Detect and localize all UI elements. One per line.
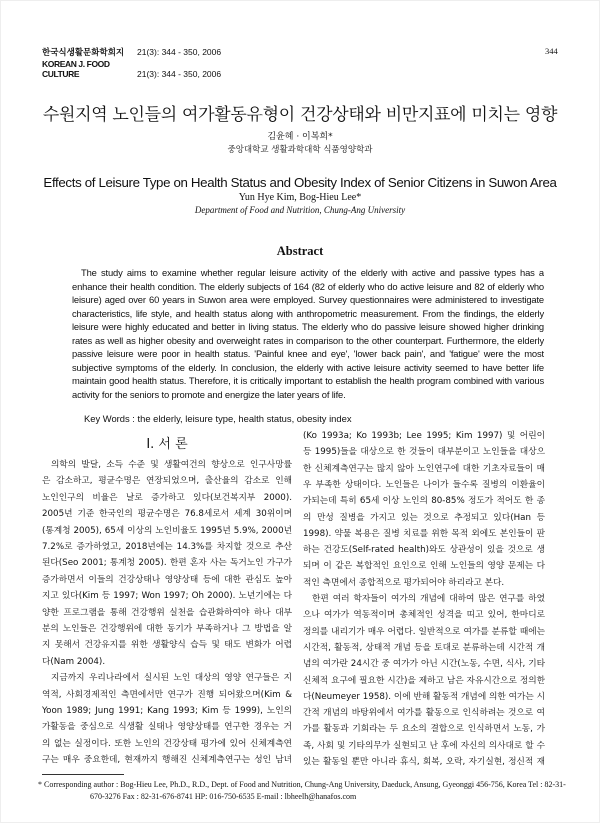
body-line: 념의 여가란 24시간 중 여가가 아닌 시간(노동, 수면, 식사, 기타	[303, 659, 545, 670]
abstract-line: characteristics, life style, and health status along with anthropometric measurement. From the findings, the elderly	[72, 307, 544, 319]
body-line: 정의를 내리기가 매우 어렵다. 일반적으로 여가를 분류할 때에는	[303, 626, 545, 637]
body-line: 다(Nam 2004).	[42, 656, 106, 667]
body-line: 신체적 요구에 필요한 시간)을 제하고 남은 자유시간으로 정의한	[303, 675, 545, 686]
section-heading-introduction: I. 서 론	[146, 437, 188, 452]
footnote-line-2: 670-3276 Fax : 82-31-676-8741 HP: 016-750-6535 E-mail : lbheelh@hanafos.com	[90, 792, 357, 801]
body-line: 1998). 약물 복용은 질병 치료를 위한 목적 외에도 본인들이 판	[303, 528, 545, 539]
authors-korean: 김윤혜 · 이복희*	[267, 132, 333, 142]
abstract-heading: Abstract	[276, 244, 324, 258]
body-line: 있는 활동일 뿐만 아니라 휴식, 회복, 오락, 자기실현, 정신적 재	[303, 757, 545, 767]
body-line: 가활동을 중심으로 식생활 실태나 영양상태를 연구한 경우는 거	[42, 722, 292, 733]
body-line: 지금까지 우리나라에서 실시된 노인 대상의 영양 연구들은 지	[51, 673, 292, 684]
affiliation-english: Department of Food and Nutrition, Chung-Ang University	[194, 205, 406, 215]
body-line: 시간적, 활동적, 상태적 개념 등을 토대로 분류하는데 시간적 개	[303, 642, 545, 653]
body-line: 한편 여러 학자들이 여가의 개념에 대하여 많은 연구를 하였	[312, 594, 545, 604]
body-line: 간적 개념의 바탕위에서 여가를 활동으로 인식하려는 것으로 여	[303, 708, 545, 719]
body-line: 되며 이 같은 복합적인 요인으로 인해 노인들의 영양 문제는 다	[303, 561, 545, 572]
journal-name-en: KOREAN J. FOOD CULTURE	[42, 59, 110, 79]
body-line: 은 감소하고, 평균수명은 연장되었으며, 출산율의 감소로 인해	[42, 476, 292, 487]
body-line: 의 만성 질병을 가지고 있는 것으로 추정되고 있다(Han 등	[303, 512, 545, 523]
citation-en: 21(3): 344 - 350, 2006	[137, 69, 222, 79]
body-line: 2005년 기준 한국인의 평균수명은 76.8세로서 세계 30위이며	[42, 509, 292, 520]
abstract-line: maintain good health status. Therefore, it is critically important to establish the health program combined with various	[72, 375, 544, 386]
body-line: 된다(Seo 2001; 통계청 2005). 한편 혼자 사는 독거노인 가구가	[42, 558, 292, 569]
abstract-line: leisure) aged over 60 years in Suwon area were employed. Survey questionnaires were administered to investigate	[72, 294, 544, 305]
journal-header-kr	[42, 46, 221, 58]
body-line: 증가하면서 이들의 건강상태나 영양상태 등에 대한 관심도 높아	[42, 574, 292, 585]
abstract-line: enhance their health condition. The elderly subjects of 164 (82 of elderly who do active leisure and 82 of elderly who	[72, 280, 544, 292]
body-line: 분의 노인들은 건강행위에 대한 동기가 부족하거나 그 방법을 알	[42, 624, 292, 634]
affiliation-korean: 중앙대학교 생활과학대학 식품영양학과	[227, 145, 373, 155]
title-english: Effects of Leisure Type on Health Status and Obesity Index of Senior Citizens in Suwon Area	[43, 175, 557, 190]
keywords-label: Key Words	[84, 413, 130, 424]
body-line: 구는 매우 중요한데, 현재까지 행해진 신체계측연구는 성인 남녀	[42, 755, 292, 766]
title-korean: 수원지역 노인들의 여가활동유형이 건강상태와 비만지표에 미치는 영향	[42, 105, 558, 125]
abstract-line: passive leisure were poor in health status. 'Painful knee and eye', 'lower back pain', and 'fatigue' were the most	[72, 348, 544, 359]
abstract-line: subjective symptoms of the elderly. In conclusion, the elderly with active leisure activity seemed to have better life	[72, 361, 544, 373]
keywords	[84, 413, 352, 424]
body-line: (Ko 1993a; Ko 1993b; Lee 1995; Kim 1997) 및 어린이	[303, 431, 545, 441]
abstract-line: The study aims to examine whether regular leisure activity of the elderly with active and passive types has a	[81, 267, 544, 278]
abstract-line: activity for the seniors to promote and energize the later years of life.	[72, 388, 346, 400]
abstract-line: leisure were highly educated and better in living status. The elderly who do passive leisure showed higher drinking	[72, 321, 544, 332]
body-line: Yoon 1989; Jung 1991; Kang 1993; Kim 등 1999), 노인의	[42, 706, 292, 716]
body-line: 7.2%로 증가하였고, 2018년에는 14.3%를 차지할 것으로 추산	[42, 542, 292, 552]
keywords-value: : the elderly, leisure type, health status, obesity index	[129, 413, 352, 424]
body-line: 족, 사회 및 기타의무가 실현되고 난 후에 자신의 의사대로 할 수	[303, 740, 545, 751]
journal-header-en	[42, 59, 221, 79]
page-number: 344	[545, 46, 558, 56]
body-line: 하는 건강도(Self-rated health)와도 상관성이 있을 것으로 생	[303, 545, 545, 556]
journal-name-kr: 한국식생활문화학회지	[42, 47, 125, 57]
body-line: (통계청 2005), 65세 이상의 노인비율도 1995년 5.9%, 2000년	[42, 525, 292, 536]
citation-kr: 21(3): 344 - 350, 2006	[137, 47, 222, 57]
body-line: 의학의 발달, 소득 수준 및 생활여건의 향상으로 인구사망률	[51, 460, 292, 470]
body-line: 한 신체계측연구는 많지 않아 노인연구에 대한 기초자료들이 매	[303, 463, 545, 474]
body-line: 으나 여가가 역동적이며 총체적인 성격을 띠고 있어, 한마디로	[303, 610, 545, 621]
body-line: 우 부족한 상태이다. 노인들은 나이가 들수록 질병의 이환율이	[303, 479, 545, 490]
body-line: 지 못해서 건강유지를 위한 생활양식 습득 및 태도 변화가 어렵	[42, 640, 292, 651]
authors-english: Yun Hye Kim, Bog-Hieu Lee*	[238, 192, 362, 203]
footnote-line-1: * Corresponding author : Bog-Hieu Lee, Ph.D., R.D., Dept. of Food and Nutrition, Chung-Ang University, Daeduck, Ansung, Gyeonggi 456-756, Korea Tel : 82-31-	[38, 780, 566, 789]
body-line: 양한 프로그램을 통해 건강행위 실천을 습관화하여야 하나 대부	[42, 607, 292, 618]
body-line: 가되는데 특히 65세 이상 노인의 80-85% 정도가 적어도 한 종	[303, 496, 545, 507]
abstract-line: rates as well as higher obesity and overweight rates in comparison to the other counterpart. Furthermore, the elderly	[72, 334, 544, 346]
body-line: 등 1995)들을 대상으로 한 것들이 대부분이고 노인들을 대상으	[303, 447, 545, 458]
body-line: 적인 측면에서 종합적으로 평가되어야 하리라고 본다.	[303, 577, 505, 588]
footnote-rule	[42, 774, 124, 775]
body-line: 역적, 사회경제적인 측면에서만 연구가 진행 되어왔으며(Kim &	[42, 689, 292, 700]
body-line: 지고 있다(Kim 등 1997; Won 1997; Oh 2000). 노년기에는 다	[42, 591, 292, 602]
body-line: 노인인구의 비율은 날로 증가하고 있다(보건복지부 2000).	[42, 492, 292, 503]
body-line: 다(Neumeyer 1958). 이에 반해 활동적 개념에 의한 여가는 시	[303, 691, 545, 702]
body-line: 의 없는 실정이다. 또한 노인의 건강상태 평가에 있어 신체계측연	[42, 738, 292, 749]
body-line: 가를 활동과 기회라는 두 요소의 결합으로 인식하면서 노동, 가	[303, 724, 545, 735]
